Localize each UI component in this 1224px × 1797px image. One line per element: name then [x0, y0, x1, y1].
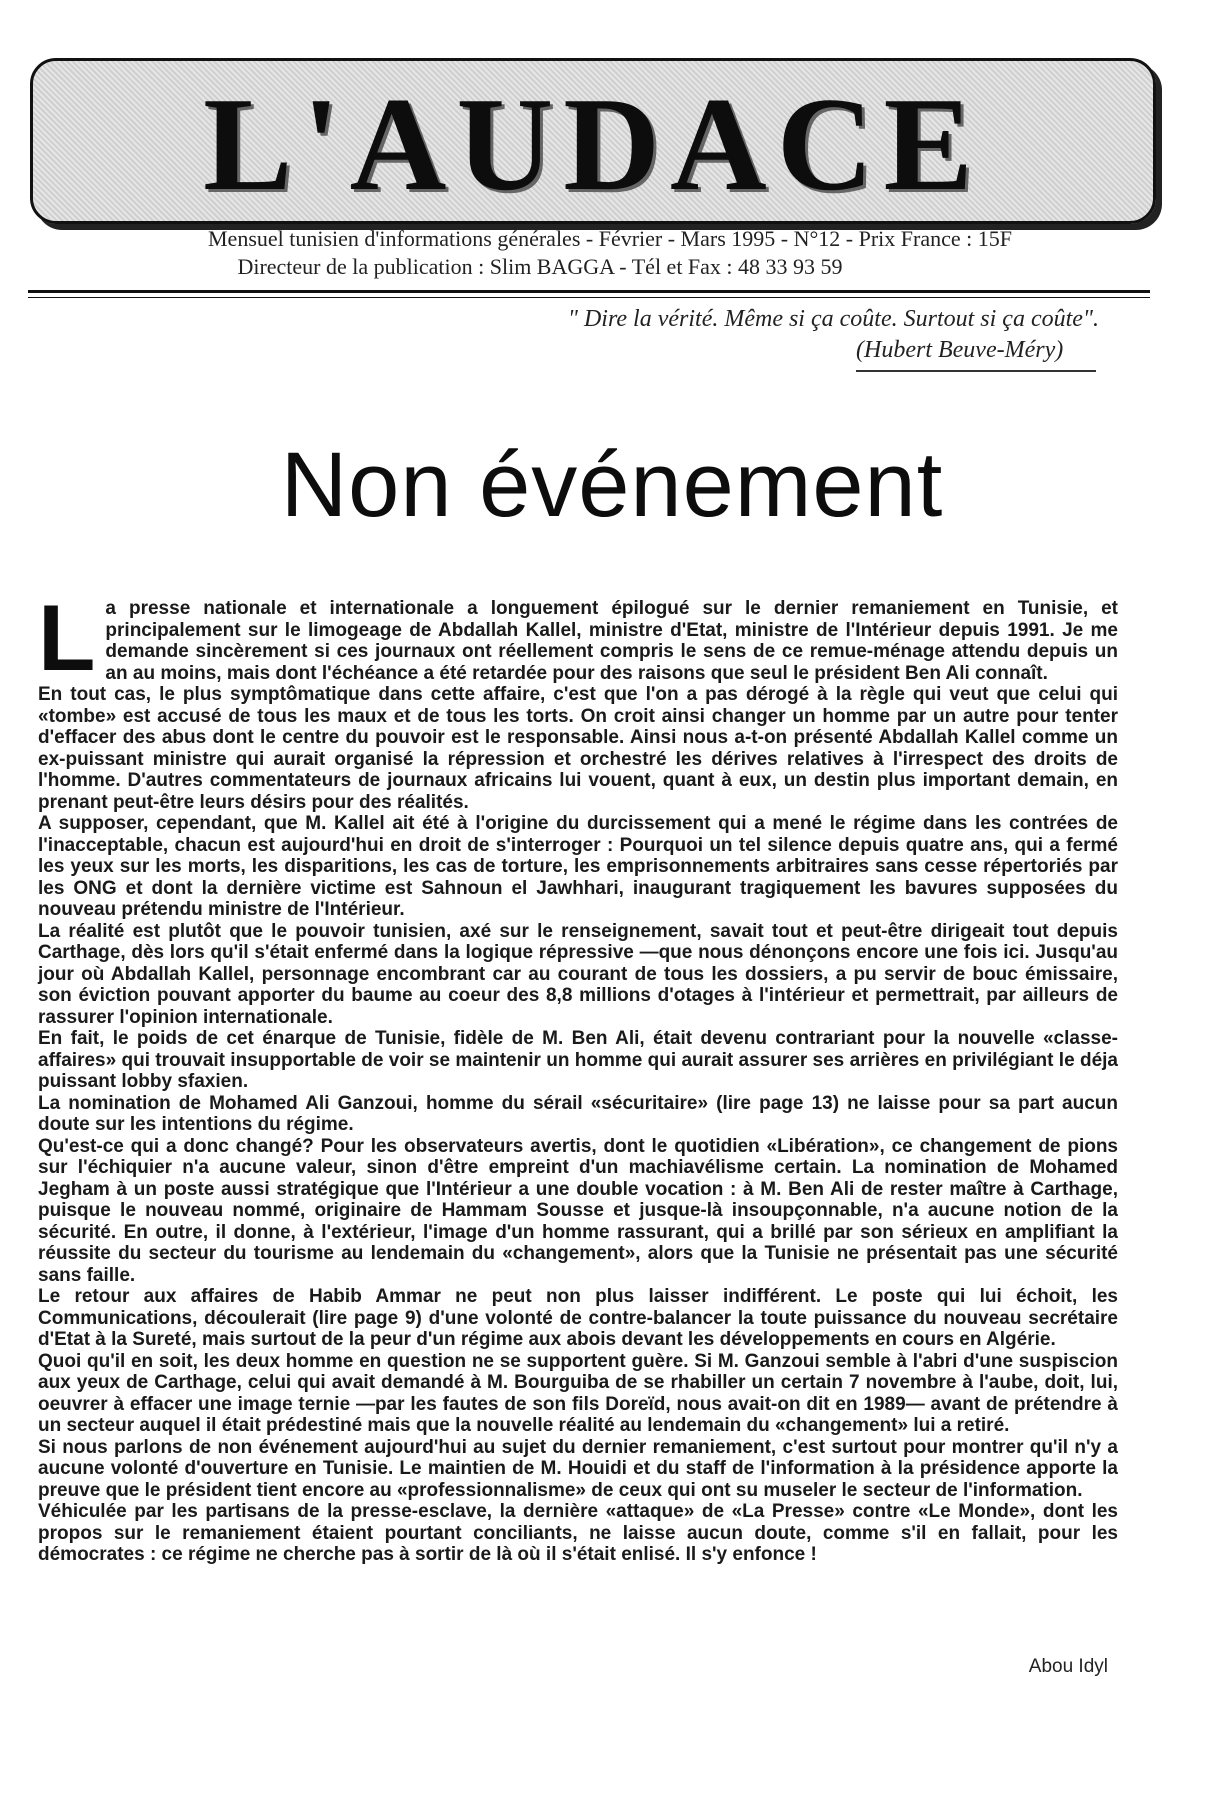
article-paragraph: La réalité est plutôt que le pouvoir tunisien, axé sur le renseignement, savait tout et peut-être dirigeait tout depuis Carthage, dès lors qu'il s'était enfermé dans la logique répressive —que nous dénonçons encore une fois ici. Jusqu'au jour où Abdallah Kallel, personnage encombrant car au courant de tous les dossiers, a pu servir de bouc émissaire, son éviction pouvant apporter du baume au coeur des 8,8 millions d'otages à l'intérieur et permettrait, par ailleurs de rassurer l'opinion internationale. [38, 920, 1118, 1028]
article-paragraph: Qu'est-ce qui a donc changé? Pour les observateurs avertis, dont le quotidien «Libération», ce changement de pions sur l'échiquier n'a aucune valeur, sinon d'être empreint d'un machiavélisme certain. La nomination de Mohamed Jegham à un poste aussi stratégique que l'Intérieur a une double vocation : à M. Ben Ali de rester maître à Carthage, puisque le nouveau nommé, originaire de Hammam Sousse et jusque-là insoupçonnable, n'a aucune notion de la sécurité. En outre, il donne, à l'extérieur, l'image d'un homme rassurant, qui a brillé par son sérieux en amplifiant la réussite du secteur du tourisme au lendemain du «changement», alors que la Tunisie ne présentait pas une sécurité sans faille. [38, 1135, 1118, 1286]
article-paragraph: Si nous parlons de non événement aujourd'hui au sujet du dernier remaniement, c'est surtout pour montrer qu'il n'y a aucune volonté d'ouverture en Tunisie. Le maintien de M. Houidi et du staff de l'information à la présidence apporte la preuve que le président tient encore au «professionnalisme» de ceux qui ont su museler le secteur de l'information. [38, 1436, 1118, 1501]
author-signature: Abou Idyl [1028, 1656, 1108, 1677]
issue-info: Mensuel tunisien d'informations générales - Février - Mars 1995 - N°12 - Prix France : 15F [208, 226, 1012, 251]
newspaper-title: L'AUDACE [203, 70, 983, 218]
article-paragraph: A supposer, cependant, que M. Kallel ait été à l'origine du durcissement qui a mené le régime dans les contrées de l'inacceptable, chacun est aujourd'hui en droit de s'interroger : Pourquoi un tel silence depuis quatre ans, qui a fermé les yeux sur les morts, les disparitions, les cas de torture, les emprisonnements arbitraires sans cesse répertoriés par les ONG et dont la dernière victime est Sahnoun el Jawhhari, inaugurant tragiquement les bavures supposées du nouveau prétendu ministre de l'Intérieur. [38, 813, 1118, 920]
epigraph-author: (Hubert Beuve-Méry) [856, 337, 1096, 372]
article-paragraph: Quoi qu'il en soit, les deux homme en question ne se supportent guère. Si M. Ganzoui semble à l'abri d'une suspiscion aux yeux de Carthage, celui qui avait demandé à M. Bourguiba de se rhabiller un certain 7 novembre à l'aube, doit, lui, oeuvrer à effacer une image ternie —par les fautes de son fils Doreïd, nous avait-on dit en 1989— avant de prétendre à un secteur auquel il était prédestiné mais que la nouvelle réalité au lendemain du «changement» lui a retiré. [38, 1350, 1118, 1436]
article-paragraph: Véhiculée par les partisans de la presse-esclave, la dernière «attaque» de «La Presse» contre «Le Monde», dont les propos sur le remaniement étaient pourtant conciliants, ne laisse aucun doute, comme s'il en fallait, pour les démocrates : ce régime ne cherche pas à sortir de là où il s'était enlisé. Il s'y enfonce ! [38, 1501, 1118, 1565]
article-paragraph: En tout cas, le plus symptômatique dans cette affaire, c'est que l'on a pas dérogé à la règle qui veut que celui qui «tombe» est accusé de tous les maux et de tous les torts. On croit ainsi changer un homme par un autre pour tenter d'effacer des abus dont le centre du pouvoir est le responsable. Ainsi nous a-t-on présenté Abdallah Kallel comme un ex-puissant ministre qui aurait organisé la répression et orchestré les dérives relatives à l'irrespect des droits de l'homme. D'autres commentateurs de journaux africains lui vouent, quant à eux, un destin plus important demain, en prenant peut-être leurs désirs pour des réalités. [38, 684, 1118, 813]
article-headline: Non événement [280, 434, 944, 536]
header-rule [28, 290, 1150, 293]
article-paragraph: a presse nationale et internationale a longuement épilogué sur le dernier remaniement en Tunisie, et principalement sur le limogeage de Abdallah Kallel, ministre d'Etat, ministre de l'Intérieur depuis 1991. Je me demande sincèrement si ces journaux ont réellement compris le sens de ce remue-ménage attendu depuis un an au moins, mais dont l'échéance a été retardée pour des raisons que seul le président Ben Ali connaît. [105, 598, 1118, 684]
publisher-info: Directeur de la publication : Slim BAGGA - Tél et Fax : 48 33 93 59 [237, 254, 843, 279]
masthead-banner [30, 58, 1156, 224]
epigraph-quote: " Dire la vérité. Même si ça coûte. Surtout si ça coûte". [567, 306, 1099, 332]
drop-cap: L [38, 585, 96, 690]
article-paragraph: Le retour aux affaires de Habib Ammar ne peut non plus laisser indifférent. Le poste qui lui échoit, les Communications, découlerait (lire page 9) d'une volonté de contre-balancer la toute puissance du nouveau secrétaire d'Etat à la Sureté, mais surtout de la peur d'un régime aux abois devant les développements en cours en Algérie. [38, 1286, 1118, 1350]
header-rule-thin [28, 297, 1150, 298]
article-body [38, 585, 1118, 1566]
article-paragraph: La nomination de Mohamed Ali Ganzoui, homme du sérail «sécuritaire» (lire page 13) ne laisse pour sa part aucun doute sur les intentions du régime. [38, 1092, 1118, 1135]
article-paragraph: En fait, le poids de cet énarque de Tunisie, fidèle de M. Ben Ali, était devenu contrariant pour la nouvelle «classe-affaires» qui trouvait insupportable de voir se maintenir un homme qui aurait assurer ses arrières en privilégiant le déja puissant lobby sfaxien. [38, 1028, 1118, 1092]
